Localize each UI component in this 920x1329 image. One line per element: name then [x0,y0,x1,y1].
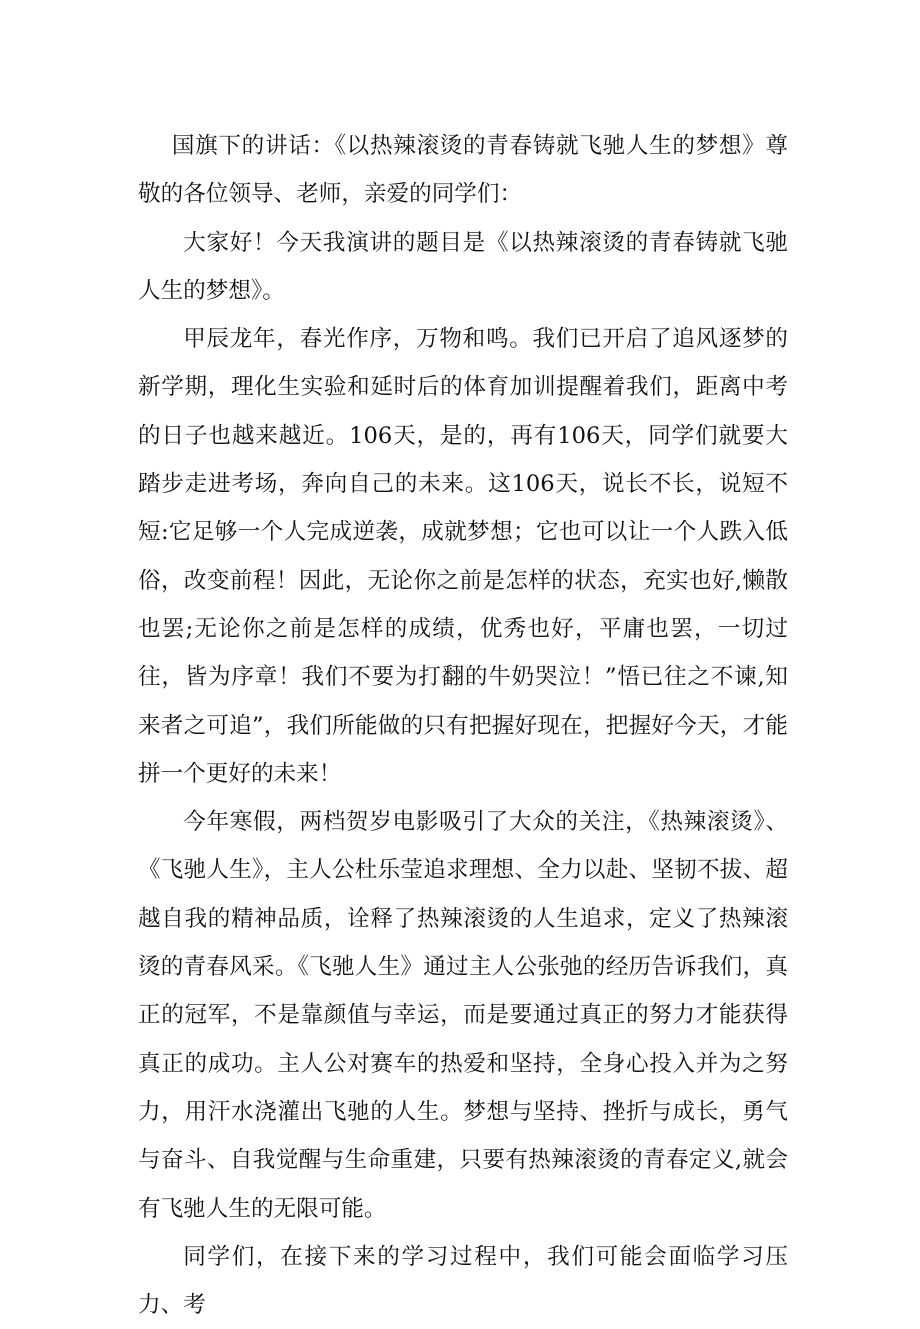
speech-title-paragraph: 国旗下的讲话：《以热辣滚烫的青春铸就飞驰人生的梦想》尊敬的各位领导、老师，亲爱的同学们： [138,133,788,208]
document-page [138,122,788,1329]
body-paragraph-closing-fragment: 同学们，在接下来的学习过程中，我们可能会面临学习压力、考 [138,1243,788,1319]
body-paragraph-new-term: 甲辰龙年，春光作序，万物和鸣。我们已开启了追风逐梦的新学期，理化生实验和延时后的体育加训提醒着我们，距离中考的日子也越来越近。106天，是的，再有106天，同学们就要大踏步走进考场，奔向自己的未来。这106天，说长不长，说短不短:它足够一个人完成逆袭，成就梦想；它也可以让一个人跌入低俗，改变前程！因此，无论你之前是怎样的状态，充实也好,懒散也罢;无论你之前是怎样的成绩，优秀也好，平庸也罢，一切过往，皆为序章！我们不要为打翻的牛奶哭泣！”悟已往之不谏,知来者之可追”，我们所能做的只有把握好现在，把握好今天，才能拼一个更好的未来！ [138,326,788,787]
body-paragraph-movies: 今年寒假，两档贺岁电影吸引了大众的关注，《热辣滚烫》、《飞驰人生》，主人公杜乐莹追求理想、全力以赴、坚韧不拔、超越自我的精神品质，诠释了热辣滚烫的人生追求，定义了热辣滚烫的青春风采。《飞驰人生》通过主人公张弛的经历告诉我们，真正的冠军，不是靠颜值与幸运，而是要通过真正的努力才能获得真正的成功。主人公对赛车的热爱和坚持，全身心投入并为之努力，用汗水浇灌出飞驰的人生。梦想与坚持、挫折与成长，勇气与奋斗、自我觉醒与生命重建，只要有热辣滚烫的青春定义,就会有飞驰人生的无限可能。 [138,809,788,1222]
greeting-paragraph: 大家好！今天我演讲的题目是《以热辣滚烫的青春铸就飞驰人生的梦想》。 [138,229,788,304]
